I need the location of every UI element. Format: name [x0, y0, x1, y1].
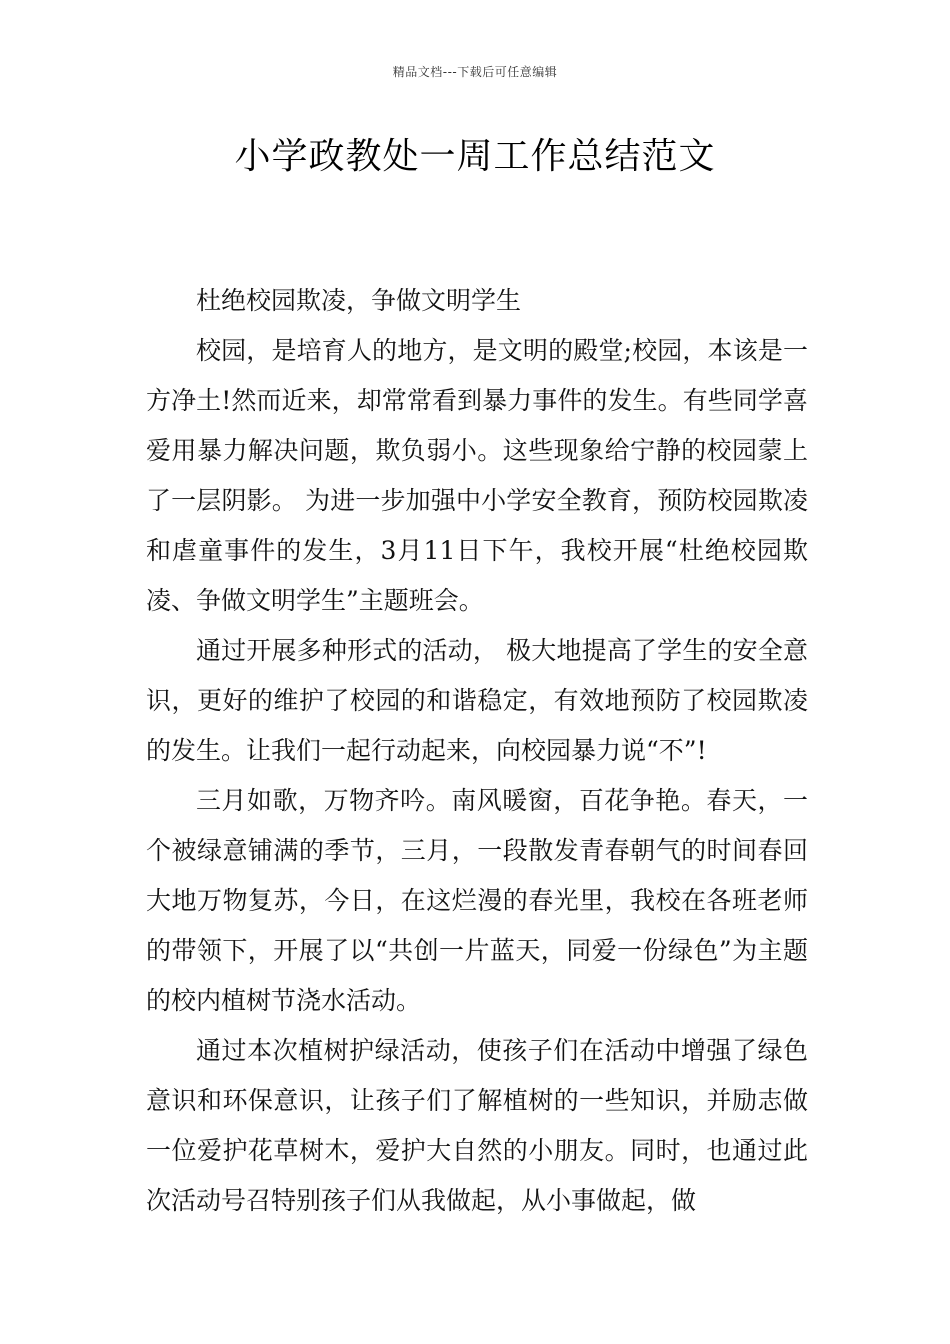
document-body: [146, 276, 808, 1226]
paragraph: 校园，是培育人的地方，是文明的殿堂;校园，本该是一方净土!然而近来，却常常看到暴力事件的发生。有些同学喜爱用暴力解决问题，欺负弱小。这些现象给宁静的校园蒙上了一层阴影。 为进一步加强中小学安全教育，预防校园欺凌和虐童事件的发生，3月11日下午，我校开展“杜绝校园欺凌、争做文明学生”主题班会。: [146, 336, 808, 615]
paragraph: 通过本次植树护绿活动，使孩子们在活动中增强了绿色意识和环保意识，让孩子们了解植树的一些知识，并励志做一位爱护花草树木，爱护大自然的小朋友。同时，也通过此次活动号召特别孩子们从我做起，从小事做起，做: [146, 1036, 808, 1215]
page-title: 小学政教处一周工作总结范文: [234, 136, 716, 177]
paragraph-subtitle: 杜绝校园欺凌，争做文明学生: [196, 286, 522, 315]
header-note: 精品文档---下载后可任意编辑: [392, 65, 558, 79]
paragraph: 通过开展多种形式的活动， 极大地提高了学生的安全意识，更好的维护了校园的和谐稳定，有效地预防了校园欺凌的发生。让我们一起行动起来，向校园暴力说“不”!: [146, 636, 808, 765]
paragraph: 三月如歌，万物齐吟。南风暖窗，百花争艳。春天，一个被绿意铺满的季节，三月，一段散发青春朝气的时间春回大地万物复苏，今日，在这烂漫的春光里，我校在各班老师的带领下，开展了以“共创一片蓝天，同爱一份绿色”为主题的校内植树节浇水活动。: [146, 786, 808, 1015]
